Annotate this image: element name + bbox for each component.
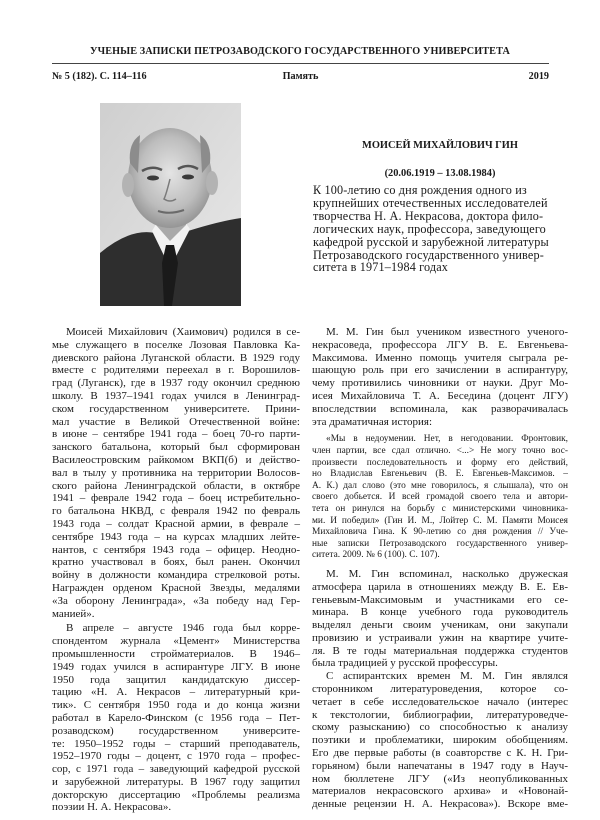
dedication-line: К 100-летию со дня рождения одного из	[313, 183, 527, 197]
text-line: «За оборону Ленинграда», «За победу над Гер-	[52, 594, 300, 607]
quote-line: произвести последовательность и форму его действий,	[312, 457, 568, 468]
text-line: была традицией у русской профессуры.	[312, 657, 498, 670]
biography-paragraph-3	[312, 326, 568, 428]
journal-title: УЧЕНЫЕ ЗАПИСКИ ПЕТРОЗАВОДСКОГО ГОСУДАРСТВЕННОГО УНИВЕРСИТЕТА	[90, 46, 510, 57]
text-line: диевского района Луганской области. В 1929 году	[52, 351, 300, 364]
text-line: горьяном) были напечатаны в 1947 году в Науч-	[312, 759, 568, 772]
portrait-image	[100, 103, 241, 306]
text-line: тик». С сентября 1950 года и до конца жизни	[52, 699, 300, 712]
text-line: Максимова. Именно помощь учителя сыграла ре-	[312, 351, 568, 364]
quote-line: член партии, все сдал отлично. <...> Не могу точно вос-	[312, 445, 568, 456]
biography-paragraph-5	[312, 670, 568, 811]
text-line: Василеостровским райкомом ВКП(б) и действо-	[52, 453, 300, 466]
text-line: атмосфера царила в отношениях между В. Е. Ев-	[312, 580, 568, 593]
text-line: минара. В конце учебного года руководитель	[312, 606, 568, 619]
section-name: Память	[282, 71, 319, 82]
issue-number: № 5 (182). С. 114–116	[52, 71, 147, 82]
left-column	[52, 326, 300, 814]
block-quote	[312, 434, 568, 562]
life-dates: (20.06.1919 – 13.08.1984)	[384, 168, 496, 179]
text-line: шающую роль при его зачислении в аспирантуру,	[312, 364, 568, 377]
issue-row	[52, 71, 549, 85]
text-line: манией».	[52, 607, 95, 620]
text-line: мье служащего в поселке Лозовая Павловка Ка-	[52, 338, 300, 351]
text-line: и зарубежной литературы. В 1967 году защитил	[52, 775, 300, 788]
text-line: ном бюллетене ЛГУ («Из неопубликованных	[312, 772, 568, 785]
text-line: провизию и устраивали ужин на квартире учите-	[312, 631, 568, 644]
quote-line: но Владислав Евгеньевич (В. Е. Евгеньев-Максимов. –	[312, 469, 568, 480]
text-line: к текстологии, библиографии, литературоведче-	[312, 708, 568, 721]
text-line: выделял деньги своим ученикам, они закупали	[312, 619, 568, 632]
text-line: 1952–1970 годы – доцент, с 1970 года – профес-	[52, 750, 300, 763]
quote-line: ми. И победил» (Гин И. М., Лойтер С. М. Памяти Моисея	[312, 515, 568, 526]
quote-line: ситета. 2009. № 6 (100). С. 107).	[312, 550, 440, 561]
dedication-line: творчества Н. А. Некрасова, доктора фило-	[313, 208, 544, 223]
quote-line: Михайловича Гина. К 90-летию со дня рождения // Уче-	[312, 527, 568, 538]
text-line: вал в тылу у противника на территории Волосов-	[52, 466, 300, 479]
text-line: четает в себе исследовательское начало (интерес	[312, 695, 568, 708]
text-line: эта драматичная история:	[312, 415, 432, 428]
text-line: кратно участвовал в боях, был ранен. Окончил	[52, 556, 300, 569]
text-line: школу. В 1937–1941 годах учился в Ленинград-	[52, 389, 300, 402]
text-line: град (Луганск), где в 1937 году окончил среднюю	[52, 377, 300, 390]
text-line: впоследствии вспоминала, как разворачивалась	[312, 402, 568, 415]
text-line: геньевым-Максимовым и участниками его се-	[312, 593, 568, 606]
text-line: С аспирантских времен М. М. Гин являлся	[326, 670, 568, 683]
text-line: Его две первые работы (в соавторстве с К. Н. Гри-	[312, 747, 568, 760]
quote-line: «Мы в недоумении. Нет, в негодовании. Фронтовик,	[326, 434, 568, 445]
text-line: в июне – сентябре 1941 года – боец 70-го парти-	[52, 428, 300, 441]
text-line: чему противились чиновники от науки. Друг Мо-	[312, 377, 568, 390]
quote-line: А. К.) дал слово (это мне говорилось, я слышала), что он	[312, 480, 568, 491]
text-line: сторонником литературоведения, которое со-	[312, 683, 568, 696]
text-line: поэзии Н. А. Некрасова».	[52, 801, 172, 814]
biography-paragraph-1	[52, 326, 300, 620]
quote-line: тета он ринулся на борьбу с министерскими чиновника-	[312, 503, 568, 514]
text-line: войну в должности командира стрелковой роты.	[52, 569, 300, 582]
text-line: спондентом журнала «Цемент» Министерства	[52, 635, 300, 648]
text-line: Моисей Михайлович (Хаимович) родился в се-	[66, 326, 300, 338]
text-line: го батальона НКВД, с февраля 1942 по февраль	[52, 505, 300, 518]
text-line: работал в Карело-Финском (с 1956 года – Пет-	[52, 711, 300, 724]
publication-year: 2019	[528, 71, 549, 82]
quote-line: своего добьется. И всей громадой своего тела и автори-	[312, 492, 568, 503]
text-line: нантов, с сентября 1943 года – офицер. Неодно-	[52, 543, 300, 556]
text-line: денные рецензии Н. А. Некрасова»). Вскоре вме-	[312, 798, 568, 811]
text-line: ского района Ленинградской области, в октябре	[52, 479, 300, 492]
text-line: ском государственном университете. Прини-	[52, 402, 300, 415]
text-line: сентябре 1943 года – на курсах младших лейте-	[52, 530, 300, 543]
text-line: В апреле – августе 1946 года был корре-	[66, 622, 300, 635]
dedication-line: кафедрой русской и зарубежной литературы	[313, 234, 549, 249]
text-line: М. М. Гин был учеником известного ученого-	[326, 326, 568, 338]
dedication	[313, 184, 569, 274]
text-line: тацию «Н. А. Некрасов – литературный кри-	[52, 686, 300, 699]
text-line: сор, с 1971 года – заведующий кафедрой русской	[52, 763, 300, 776]
text-line: 1949 годах учился в аспирантуре ЛГУ. В июне	[52, 660, 300, 673]
text-line: те: 1950–1952 годы – старший преподаватель,	[52, 737, 300, 750]
dedication-line: логических наук, профессора, заведующего	[313, 221, 546, 236]
text-line: некрасоведа, профессора ЛГУ В. Е. Евгеньева-	[312, 338, 568, 351]
quote-line: ные записки Петрозаводского государственного универ-	[312, 538, 568, 549]
biography-paragraph-2	[52, 622, 300, 814]
right-column	[312, 326, 568, 811]
text-line: 1941 – феврале 1942 года – боец истребительно-	[52, 492, 300, 505]
text-line: ля. В те годы материальная поддержка студентов	[312, 644, 568, 657]
text-line: Награжден орденом Красной Звезды, медалями	[52, 581, 300, 594]
header-rule	[52, 63, 549, 64]
text-line: материалов некрасовского архива» и «Новонай-	[312, 785, 568, 798]
dedication-line: крупнейших отечественных исследователей	[313, 195, 548, 210]
text-line: вместе с родителями переехал в г. Ворошилов-	[52, 364, 300, 377]
text-line: докторскую диссертацию «Проблемы реализма	[52, 788, 300, 801]
dedication-line: ситета в 1971–1984 годах	[313, 260, 449, 275]
text-line: занского батальона, который был сформирован	[52, 441, 300, 454]
dedication-line: Петрозаводского государственного универ-	[313, 247, 544, 262]
person-name: МОИСЕЙ МИХАЙЛОВИЧ ГИН	[362, 140, 518, 151]
portrait-photo	[100, 103, 241, 306]
text-line: розаводском) государственном университе-	[52, 724, 300, 737]
biography-paragraph-4	[312, 568, 568, 670]
text-line: исея Михайловича Т. А. Беседина (доцент ЛГУ)	[312, 389, 568, 402]
text-line: мал участие в Великой Отечественной войне:	[52, 415, 300, 428]
text-line: 1943 года – солдат Красной армии, в феврале –	[52, 517, 300, 530]
text-line: поэтики и проблематики, широким обобщениям.	[312, 734, 568, 747]
text-line: 1950 года защитил кандидатскую диссер-	[52, 673, 300, 686]
text-line: промышленности стройматериалов. В 1946–	[52, 647, 300, 660]
text-line: скому разысканию) со способностью к анализу	[312, 721, 568, 734]
text-line: М. М. Гин вспоминал, насколько дружеская	[326, 567, 568, 580]
